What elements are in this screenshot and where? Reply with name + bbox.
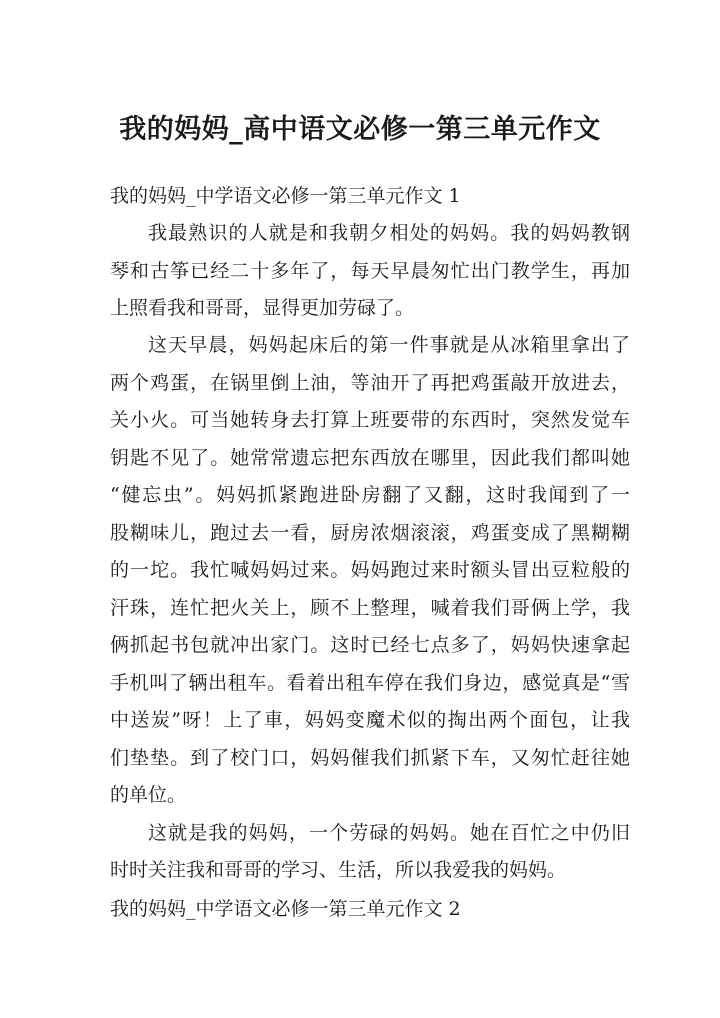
paragraph-line: 汗珠，连忙把火关上，顾不上整理，喊着我们哥俩上学，我	[110, 597, 630, 619]
paragraph-line: 的单位。	[110, 784, 187, 806]
document-title: 我的妈妈_高中语文必修一第三单元作文	[119, 114, 601, 145]
section-heading-2: 我的妈妈_中学语文必修一第三单元作文 2	[110, 898, 461, 920]
paragraph-line: 关小火。可当她转身去打算上班要带的东西时，突然发觉车	[110, 409, 630, 431]
paragraph-line: 的一坨。我忙喊妈妈过来。妈妈跑过来时额头冒出豆粒般的	[110, 559, 630, 581]
section-heading-1: 我的妈妈_中学语文必修一第三单元作文 1	[110, 185, 461, 207]
paragraph-line: 股糊味儿，跑过去一看，厨房浓烟滚滚，鸡蛋变成了黑糊糊	[110, 522, 630, 544]
paragraph-line: 我最熟识的人就是和我朝夕相处的妈妈。我的妈妈教钢	[148, 222, 630, 244]
paragraph-line: 这天早晨，妈妈起床后的第一件事就是从冰箱里拿出了	[148, 334, 630, 356]
paragraph-line: 两个鸡蛋，在锅里倒上油，等油开了再把鸡蛋敲开放进去，	[110, 372, 630, 394]
paragraph-line: 这就是我的妈妈，一个劳碌的妈妈。她在百忙之中仍旧	[148, 822, 630, 844]
paragraph-line: 上照看我和哥哥，显得更加劳碌了。	[110, 297, 415, 319]
paragraph-line: 钥匙不见了。她常常遗忘把东西放在哪里，因此我们都叫她	[110, 447, 630, 469]
paragraph-line: 们垫垫。到了校门口，妈妈催我们抓紧下车，又匆忙赶往她	[110, 747, 630, 769]
paragraph-line: 琴和古筝已经二十多年了，每天早晨匆忙出门教学生，再加	[110, 260, 630, 282]
paragraph-line: 中送炭”呀！上了車，妈妈变魔术似的掏出两个面包，让我	[110, 709, 630, 731]
paragraph-line: 手机叫了辆出租车。看着出租车停在我们身边，感觉真是“雪	[110, 672, 630, 694]
paragraph-line: 时时关注我和哥哥的学习、生活，所以我爱我的妈妈。	[110, 859, 567, 881]
paragraph-line: “健忘虫”。妈妈抓紧跑进卧房翻了又翻，这时我闻到了一	[110, 484, 630, 506]
paragraph-line: 俩抓起书包就冲出家门。这时已经七点多了，妈妈快速拿起	[110, 634, 630, 656]
